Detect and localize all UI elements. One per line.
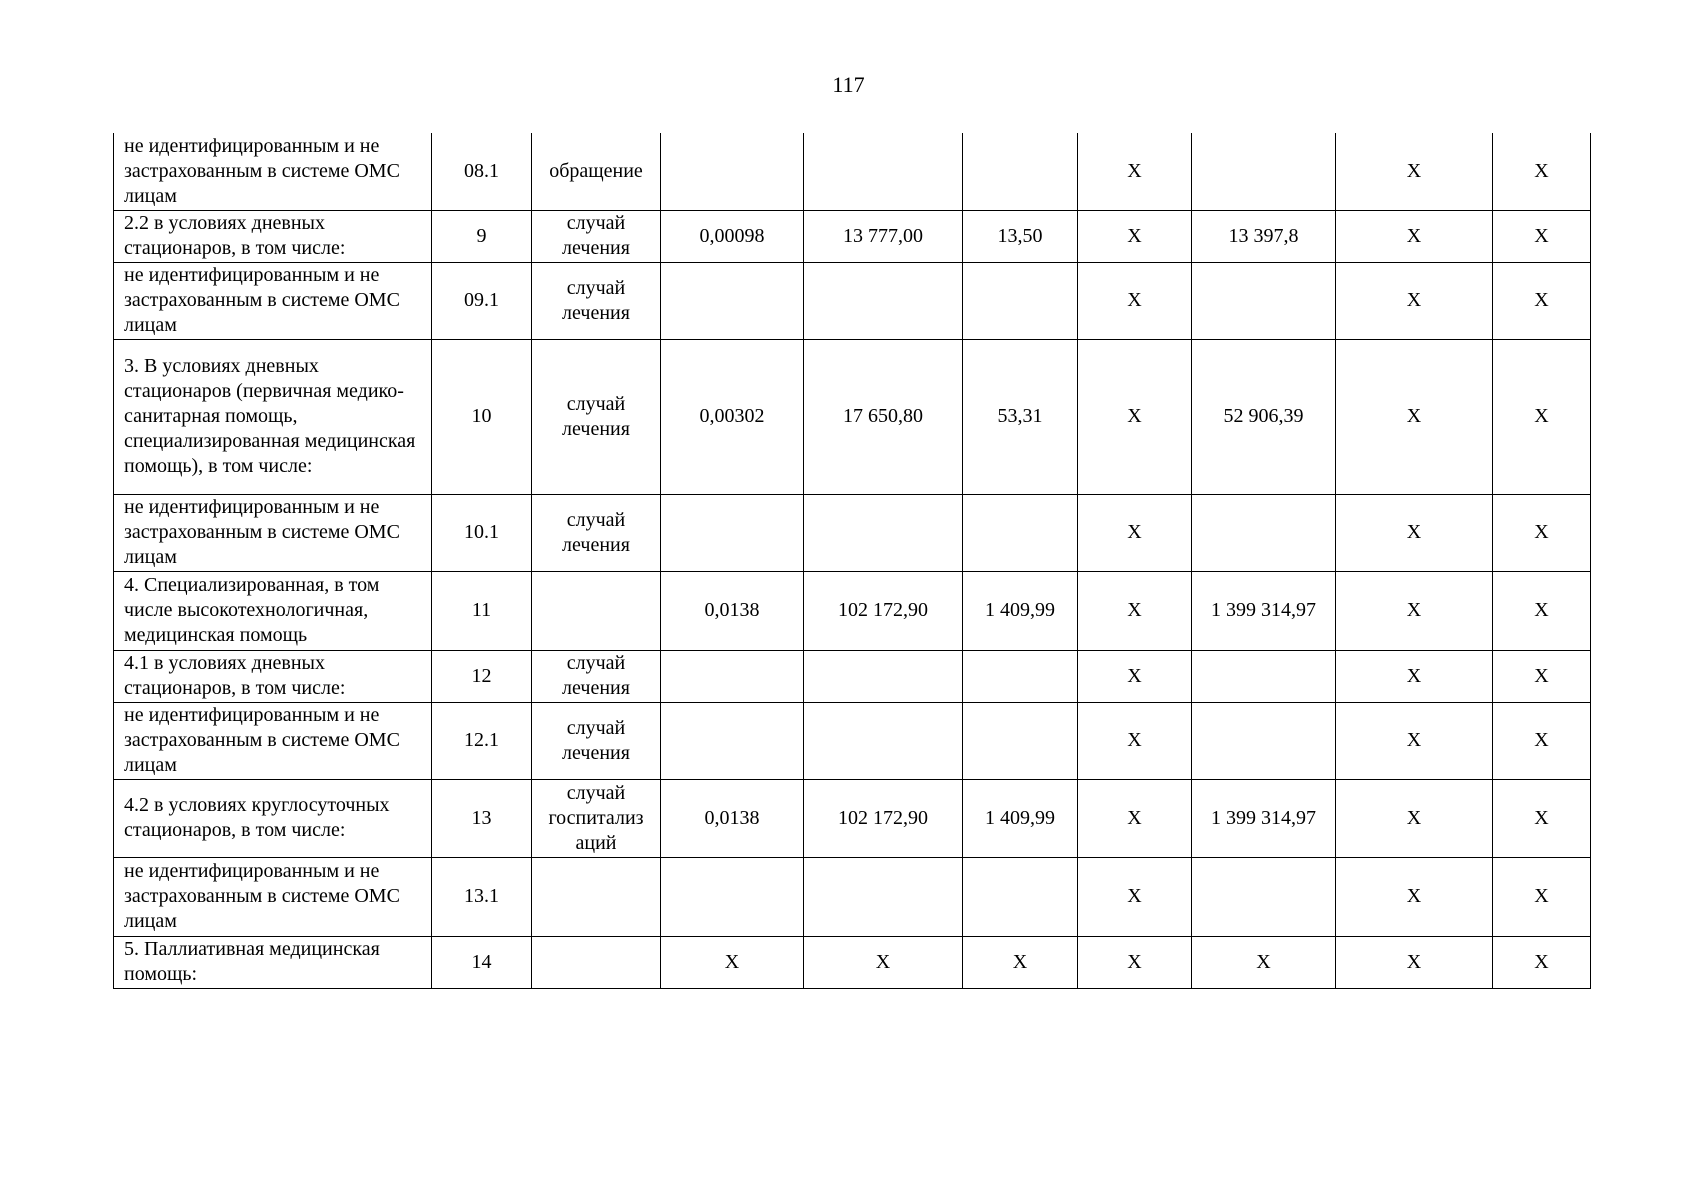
row-name-cell: 4. Специализированная, в том числе высокотехнологичная, медицинская помощь	[114, 571, 432, 650]
page-number: 117	[832, 72, 865, 97]
cost-cell: 102 172,90	[804, 779, 963, 857]
row-code-cell: 08.1	[432, 133, 532, 210]
row-name-cell: 2.2 в условиях дневных стационаров, в том числе:	[114, 210, 432, 262]
row-name-cell: 5. Паллиативная медицинская помощь:	[114, 936, 432, 988]
total-cell	[1192, 262, 1336, 339]
unit-cell	[532, 936, 661, 988]
unit-cell: обращение	[532, 133, 661, 210]
per-capita-cell	[963, 262, 1078, 339]
col-10-cell: X	[1493, 779, 1591, 857]
col-9-cell: X	[1336, 857, 1493, 936]
col-9-cell: X	[1336, 650, 1493, 702]
total-cell: 52 906,39	[1192, 339, 1336, 494]
unit-cell: случай лечения	[532, 210, 661, 262]
col-9-cell: X	[1336, 571, 1493, 650]
unit-cell	[532, 857, 661, 936]
total-cell: 1 399 314,97	[1192, 779, 1336, 857]
cost-cell	[804, 702, 963, 779]
norm-cell	[661, 262, 804, 339]
row-name-cell: не идентифицированным и не застрахованным в системе ОМС лицам	[114, 702, 432, 779]
table-body	[114, 133, 1591, 988]
total-cell	[1192, 494, 1336, 571]
per-capita-cell	[963, 702, 1078, 779]
per-capita-cell: 1 409,99	[963, 779, 1078, 857]
row-name-cell: 4.1 в условиях дневных стационаров, в том числе:	[114, 650, 432, 702]
table-row	[114, 494, 1591, 571]
row-code-cell: 12	[432, 650, 532, 702]
col-10-cell: X	[1493, 702, 1591, 779]
col-9-cell: X	[1336, 210, 1493, 262]
col-7-cell: X	[1078, 779, 1192, 857]
col-7-cell: X	[1078, 650, 1192, 702]
col-10-cell: X	[1493, 339, 1591, 494]
col-10-cell: X	[1493, 857, 1591, 936]
per-capita-cell: 13,50	[963, 210, 1078, 262]
table-row	[114, 650, 1591, 702]
unit-cell: случай лечения	[532, 339, 661, 494]
row-code-cell: 10	[432, 339, 532, 494]
row-code-cell: 10.1	[432, 494, 532, 571]
row-code-cell: 13.1	[432, 857, 532, 936]
per-capita-cell	[963, 133, 1078, 210]
col-9-cell: X	[1336, 339, 1493, 494]
per-capita-cell: 1 409,99	[963, 571, 1078, 650]
data-table	[113, 133, 1591, 989]
col-9-cell: X	[1336, 494, 1493, 571]
cost-cell	[804, 857, 963, 936]
col-10-cell: X	[1493, 494, 1591, 571]
col-7-cell: X	[1078, 936, 1192, 988]
table-row	[114, 339, 1591, 494]
cost-cell: 102 172,90	[804, 571, 963, 650]
col-9-cell: X	[1336, 133, 1493, 210]
row-name-cell: 3. В условиях дневных стационаров (первичная медико-санитарная помощь, специализированная медицинская помощь), в том числе:	[114, 339, 432, 494]
col-10-cell: X	[1493, 650, 1591, 702]
unit-cell: случай лечения	[532, 262, 661, 339]
col-7-cell: X	[1078, 339, 1192, 494]
total-cell	[1192, 133, 1336, 210]
per-capita-cell: 53,31	[963, 339, 1078, 494]
table-row	[114, 702, 1591, 779]
col-7-cell: X	[1078, 262, 1192, 339]
total-cell	[1192, 650, 1336, 702]
cost-cell: X	[804, 936, 963, 988]
table-row	[114, 571, 1591, 650]
col-7-cell: X	[1078, 702, 1192, 779]
col-9-cell: X	[1336, 779, 1493, 857]
per-capita-cell	[963, 857, 1078, 936]
col-9-cell: X	[1336, 936, 1493, 988]
col-7-cell: X	[1078, 571, 1192, 650]
table-row	[114, 133, 1591, 210]
norm-cell: 0,0138	[661, 779, 804, 857]
col-10-cell: X	[1493, 571, 1591, 650]
per-capita-cell	[963, 494, 1078, 571]
per-capita-cell	[963, 650, 1078, 702]
unit-cell: случай лечения	[532, 702, 661, 779]
cost-cell	[804, 262, 963, 339]
row-code-cell: 14	[432, 936, 532, 988]
norm-cell	[661, 494, 804, 571]
row-code-cell: 12.1	[432, 702, 532, 779]
norm-cell: 0,0138	[661, 571, 804, 650]
unit-cell: случай госпитализ аций	[532, 779, 661, 857]
col-10-cell: X	[1493, 262, 1591, 339]
cost-cell	[804, 494, 963, 571]
row-name-cell: не идентифицированным и не застрахованным в системе ОМС лицам	[114, 857, 432, 936]
col-7-cell: X	[1078, 210, 1192, 262]
col-9-cell: X	[1336, 702, 1493, 779]
row-code-cell: 13	[432, 779, 532, 857]
col-7-cell: X	[1078, 494, 1192, 571]
norm-cell	[661, 702, 804, 779]
unit-cell: случай лечения	[532, 494, 661, 571]
cost-cell: 13 777,00	[804, 210, 963, 262]
per-capita-cell: X	[963, 936, 1078, 988]
cost-cell: 17 650,80	[804, 339, 963, 494]
row-code-cell: 11	[432, 571, 532, 650]
norm-cell	[661, 133, 804, 210]
total-cell: X	[1192, 936, 1336, 988]
table-row	[114, 936, 1591, 988]
unit-cell	[532, 571, 661, 650]
cost-cell	[804, 650, 963, 702]
col-10-cell: X	[1493, 210, 1591, 262]
norm-cell: 0,00098	[661, 210, 804, 262]
table-row	[114, 857, 1591, 936]
col-7-cell: X	[1078, 133, 1192, 210]
total-cell	[1192, 702, 1336, 779]
table-row	[114, 779, 1591, 857]
total-cell: 13 397,8	[1192, 210, 1336, 262]
norm-cell	[661, 650, 804, 702]
table-row	[114, 210, 1591, 262]
norm-cell	[661, 857, 804, 936]
total-cell	[1192, 857, 1336, 936]
total-cell: 1 399 314,97	[1192, 571, 1336, 650]
cost-cell	[804, 133, 963, 210]
row-code-cell: 09.1	[432, 262, 532, 339]
row-name-cell: не идентифицированным и не застрахованным в системе ОМС лицам	[114, 133, 432, 210]
col-10-cell: X	[1493, 133, 1591, 210]
col-9-cell: X	[1336, 262, 1493, 339]
row-name-cell: 4.2 в условиях круглосуточных стационаров, в том числе:	[114, 779, 432, 857]
row-name-cell: не идентифицированным и не застрахованным в системе ОМС лицам	[114, 262, 432, 339]
row-code-cell: 9	[432, 210, 532, 262]
col-10-cell: X	[1493, 936, 1591, 988]
col-7-cell: X	[1078, 857, 1192, 936]
norm-cell: 0,00302	[661, 339, 804, 494]
norm-cell: X	[661, 936, 804, 988]
row-name-cell: не идентифицированным и не застрахованным в системе ОМС лицам	[114, 494, 432, 571]
unit-cell: случай лечения	[532, 650, 661, 702]
table-row	[114, 262, 1591, 339]
